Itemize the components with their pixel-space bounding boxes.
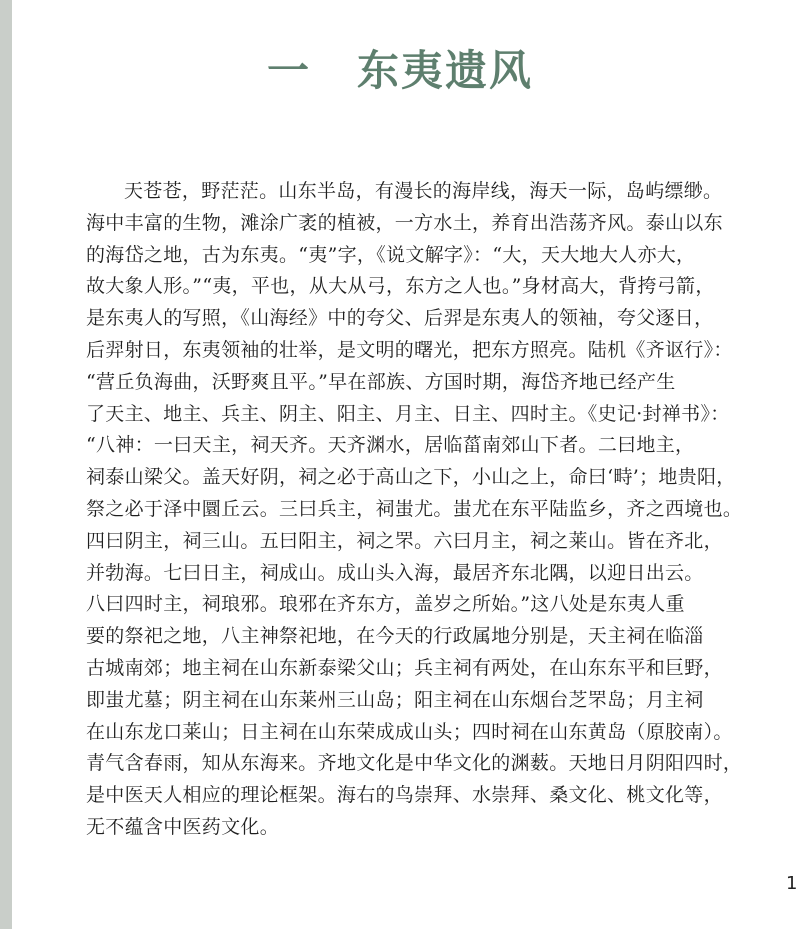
chapter-heading bbox=[0, 46, 800, 96]
body-paragraph bbox=[86, 176, 766, 844]
text-line: 并勃海。七曰日主，祠成山。成山头入海，最居齐东北隅，以迎日出云。 bbox=[86, 561, 704, 584]
chapter-title-text: 东夷遗风 bbox=[357, 46, 534, 95]
text-line: 是中医天人相应的理论框架。海右的鸟崇拜、水崇拜、桑文化、桃文化等， bbox=[86, 784, 723, 807]
text-line: 了天主、地主、兵主、阴主、阳主、月主、日主、四时主。《史记·封禅书》： bbox=[86, 402, 730, 425]
text-line: 无不蕴含中医药文化。 bbox=[86, 815, 280, 838]
text-line: 祠泰山梁父。盖天好阴，祠之必于高山之下，小山之上，命曰‘畤’；地贵阳， bbox=[86, 466, 736, 489]
text-line: 八曰四时主，祠琅邪。琅邪在齐东方，盖岁之所始。”这八处是东夷人重 bbox=[86, 593, 685, 616]
chapter-title bbox=[267, 46, 533, 96]
page-number: 1 bbox=[786, 873, 798, 894]
text-line: 后羿射日，东夷领袖的壮举，是文明的曙光，把东方照亮。陆机《齐讴行》： bbox=[86, 338, 733, 361]
page-edge-strip bbox=[0, 0, 12, 929]
text-line: 海中丰富的生物，滩涂广袤的植被，一方水土，养育出浩荡齐风。泰山以东 bbox=[86, 211, 723, 234]
text-line: “八神：一曰天主，祠天齐。天齐渊水，居临菑南郊山下者。二曰地主， bbox=[86, 434, 695, 457]
text-line: 即蚩尤墓；阴主祠在山东莱州三山岛；阳主祠在山东烟台芝罘岛；月主祠 bbox=[86, 688, 704, 711]
text-line: 四曰阴主，祠三山。五曰阳主，祠之罘。六曰月主，祠之莱山。皆在齐北， bbox=[86, 529, 723, 552]
text-line: 祭之必于泽中圜丘云。三曰兵主，祠蚩尤。蚩尤在东平陆监乡，齐之西境也。 bbox=[86, 497, 743, 520]
text-line: 天苍苍，野茫茫。山东半岛，有漫长的海岸线，海天一际，岛屿缥缈。 bbox=[124, 180, 723, 202]
text-line: 古城南郊；地主祠在山东新泰梁父山；兵主祠有两处，在山东东平和巨野， bbox=[86, 656, 723, 679]
text-line: “营丘负海曲，沃野爽且平。”早在部族、方国时期，海岱齐地已经产生 bbox=[86, 370, 676, 393]
text-line: 青气含春雨，知从东海来。齐地文化是中华文化的渊薮。天地日月阴阳四时， bbox=[86, 752, 743, 775]
text-line: 是东夷人的写照，《山海经》中的夸父、后羿是东夷人的领袖，夸父逐日， bbox=[86, 307, 714, 330]
chapter-number: 一 bbox=[266, 46, 311, 95]
text-line: 故大象人形。”“夷，平也，从大从弓，东方之人也。”身材高大，背挎弓箭， bbox=[86, 275, 715, 298]
text-line: 的海岱之地，古为东夷。“夷”字，《说文解字》：“大，天大地大人亦大， bbox=[86, 243, 696, 266]
text-line: 在山东龙口莱山；日主祠在山东荣成成山头；四时祠在山东黄岛（原胶南）。 bbox=[86, 720, 733, 743]
text-line: 要的祭祀之地，八主神祭祀地，在今天的行政属地分别是，天主祠在临淄 bbox=[86, 625, 704, 648]
